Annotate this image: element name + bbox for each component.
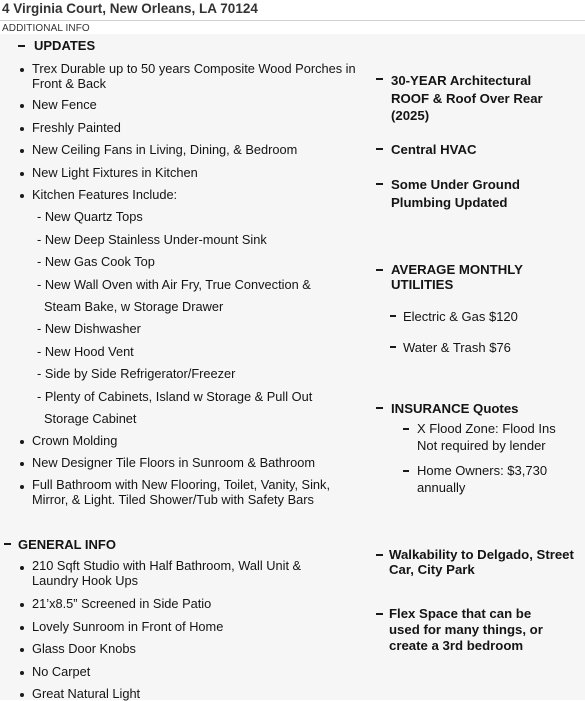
list-item: Great Natural Light [32,686,141,701]
kitchen-item: - New Deep Stainless Under-mount Sink [37,232,267,247]
insurance-item: Home Owners: $3,730 annually [417,463,548,495]
bullet [20,194,24,198]
kitchen-item: Steam Bake, w Storage Drawer [44,299,224,314]
general-info-heading: GENERAL INFO [18,537,116,552]
bullet [20,485,24,489]
dash-marker [376,269,383,271]
bullet [20,149,24,153]
list-item: Full Bathroom with New Flooring, Toilet, Vanity, Sink, Mirror, & Light. Tiled Shower/Tub with Safety Bars [32,477,331,507]
list-item: No Carpet [32,664,91,679]
updates-heading: UPDATES [34,38,96,53]
plumbing-info: Some Under Ground Plumbing Updated [391,177,520,210]
dash-marker [403,470,409,472]
kitchen-item: - New Wall Oven with Air Fry, True Convection & [37,277,311,292]
dash-marker [4,543,11,545]
bullet [20,440,24,444]
list-item: New Ceiling Fans in Living, Dining, & Bedroom [32,142,298,157]
dash-marker [376,613,383,615]
listing-header [0,0,585,21]
bullet [20,104,24,108]
dash-marker [376,407,383,409]
dash-marker [390,315,396,317]
bullet [20,648,24,652]
list-item: New Light Fixtures in Kitchen [32,165,198,180]
list-item: Crown Molding [32,433,118,448]
bullet [20,693,24,697]
bullet [20,603,24,607]
bullet [20,68,24,72]
dash-marker [376,554,383,556]
list-item: Lovely Sunroom in Front of Home [32,619,224,634]
bullet [20,566,24,570]
kitchen-item: Storage Cabinet [44,411,137,426]
walkability-info: Walkability to Delgado, Street Car, City Park [389,547,574,577]
dash-marker [376,183,383,185]
dash-marker [376,78,383,80]
dash-marker [390,346,396,348]
bullet [20,671,24,675]
kitchen-item: - New Dishwasher [37,321,141,336]
list-item: 210 Sqft Studio with Half Bathroom, Wall Unit & Laundry Hook Ups [32,558,302,588]
list-item: New Fence [32,97,97,112]
flex-space-info: Flex Space that can be used for many things, or create a 3rd bedroom [389,606,543,653]
kitchen-item: - Side by Side Refrigerator/Freezer [37,366,236,381]
insurance-item: X Flood Zone: Flood Ins Not required by lender [417,421,556,453]
kitchen-item: - New Quartz Tops [37,209,143,224]
utility-item: Electric & Gas $120 [403,309,518,324]
dash-marker [18,45,25,47]
section-label: ADDITIONAL INFO [2,23,90,34]
list-item: Glass Door Knobs [32,641,136,656]
dash-marker [376,148,383,150]
property-address: 4 Virginia Court, New Orleans, LA 70124 [2,1,258,16]
bullet [20,172,24,176]
bullet [20,127,24,131]
list-item: New Designer Tile Floors in Sunroom & Bathroom [32,455,316,470]
roof-info: 30-YEAR Architectural ROOF & Roof Over Rear (2025) [391,73,543,123]
info-flyer-image [0,34,585,700]
dash-marker [403,428,409,430]
list-item: Freshly Painted [32,120,121,135]
list-item: Trex Durable up to 50 years Composite Wood Porches in Front & Back [32,61,356,91]
bullet [20,626,24,630]
list-item: 21’x8.5” Screened in Side Patio [32,596,212,611]
kitchen-item: - New Hood Vent [37,344,134,359]
kitchen-item: - New Gas Cook Top [37,254,155,269]
insurance-heading: INSURANCE Quotes [391,401,519,416]
list-item: Kitchen Features Include: [32,187,178,202]
bullet [20,462,24,466]
hvac-info: Central HVAC [391,142,477,157]
utility-item: Water & Trash $76 [403,340,511,355]
utilities-heading: AVERAGE MONTHLY UTILITIES [391,262,523,292]
kitchen-item: - Plenty of Cabinets, Island w Storage & Pull Out [37,389,313,404]
